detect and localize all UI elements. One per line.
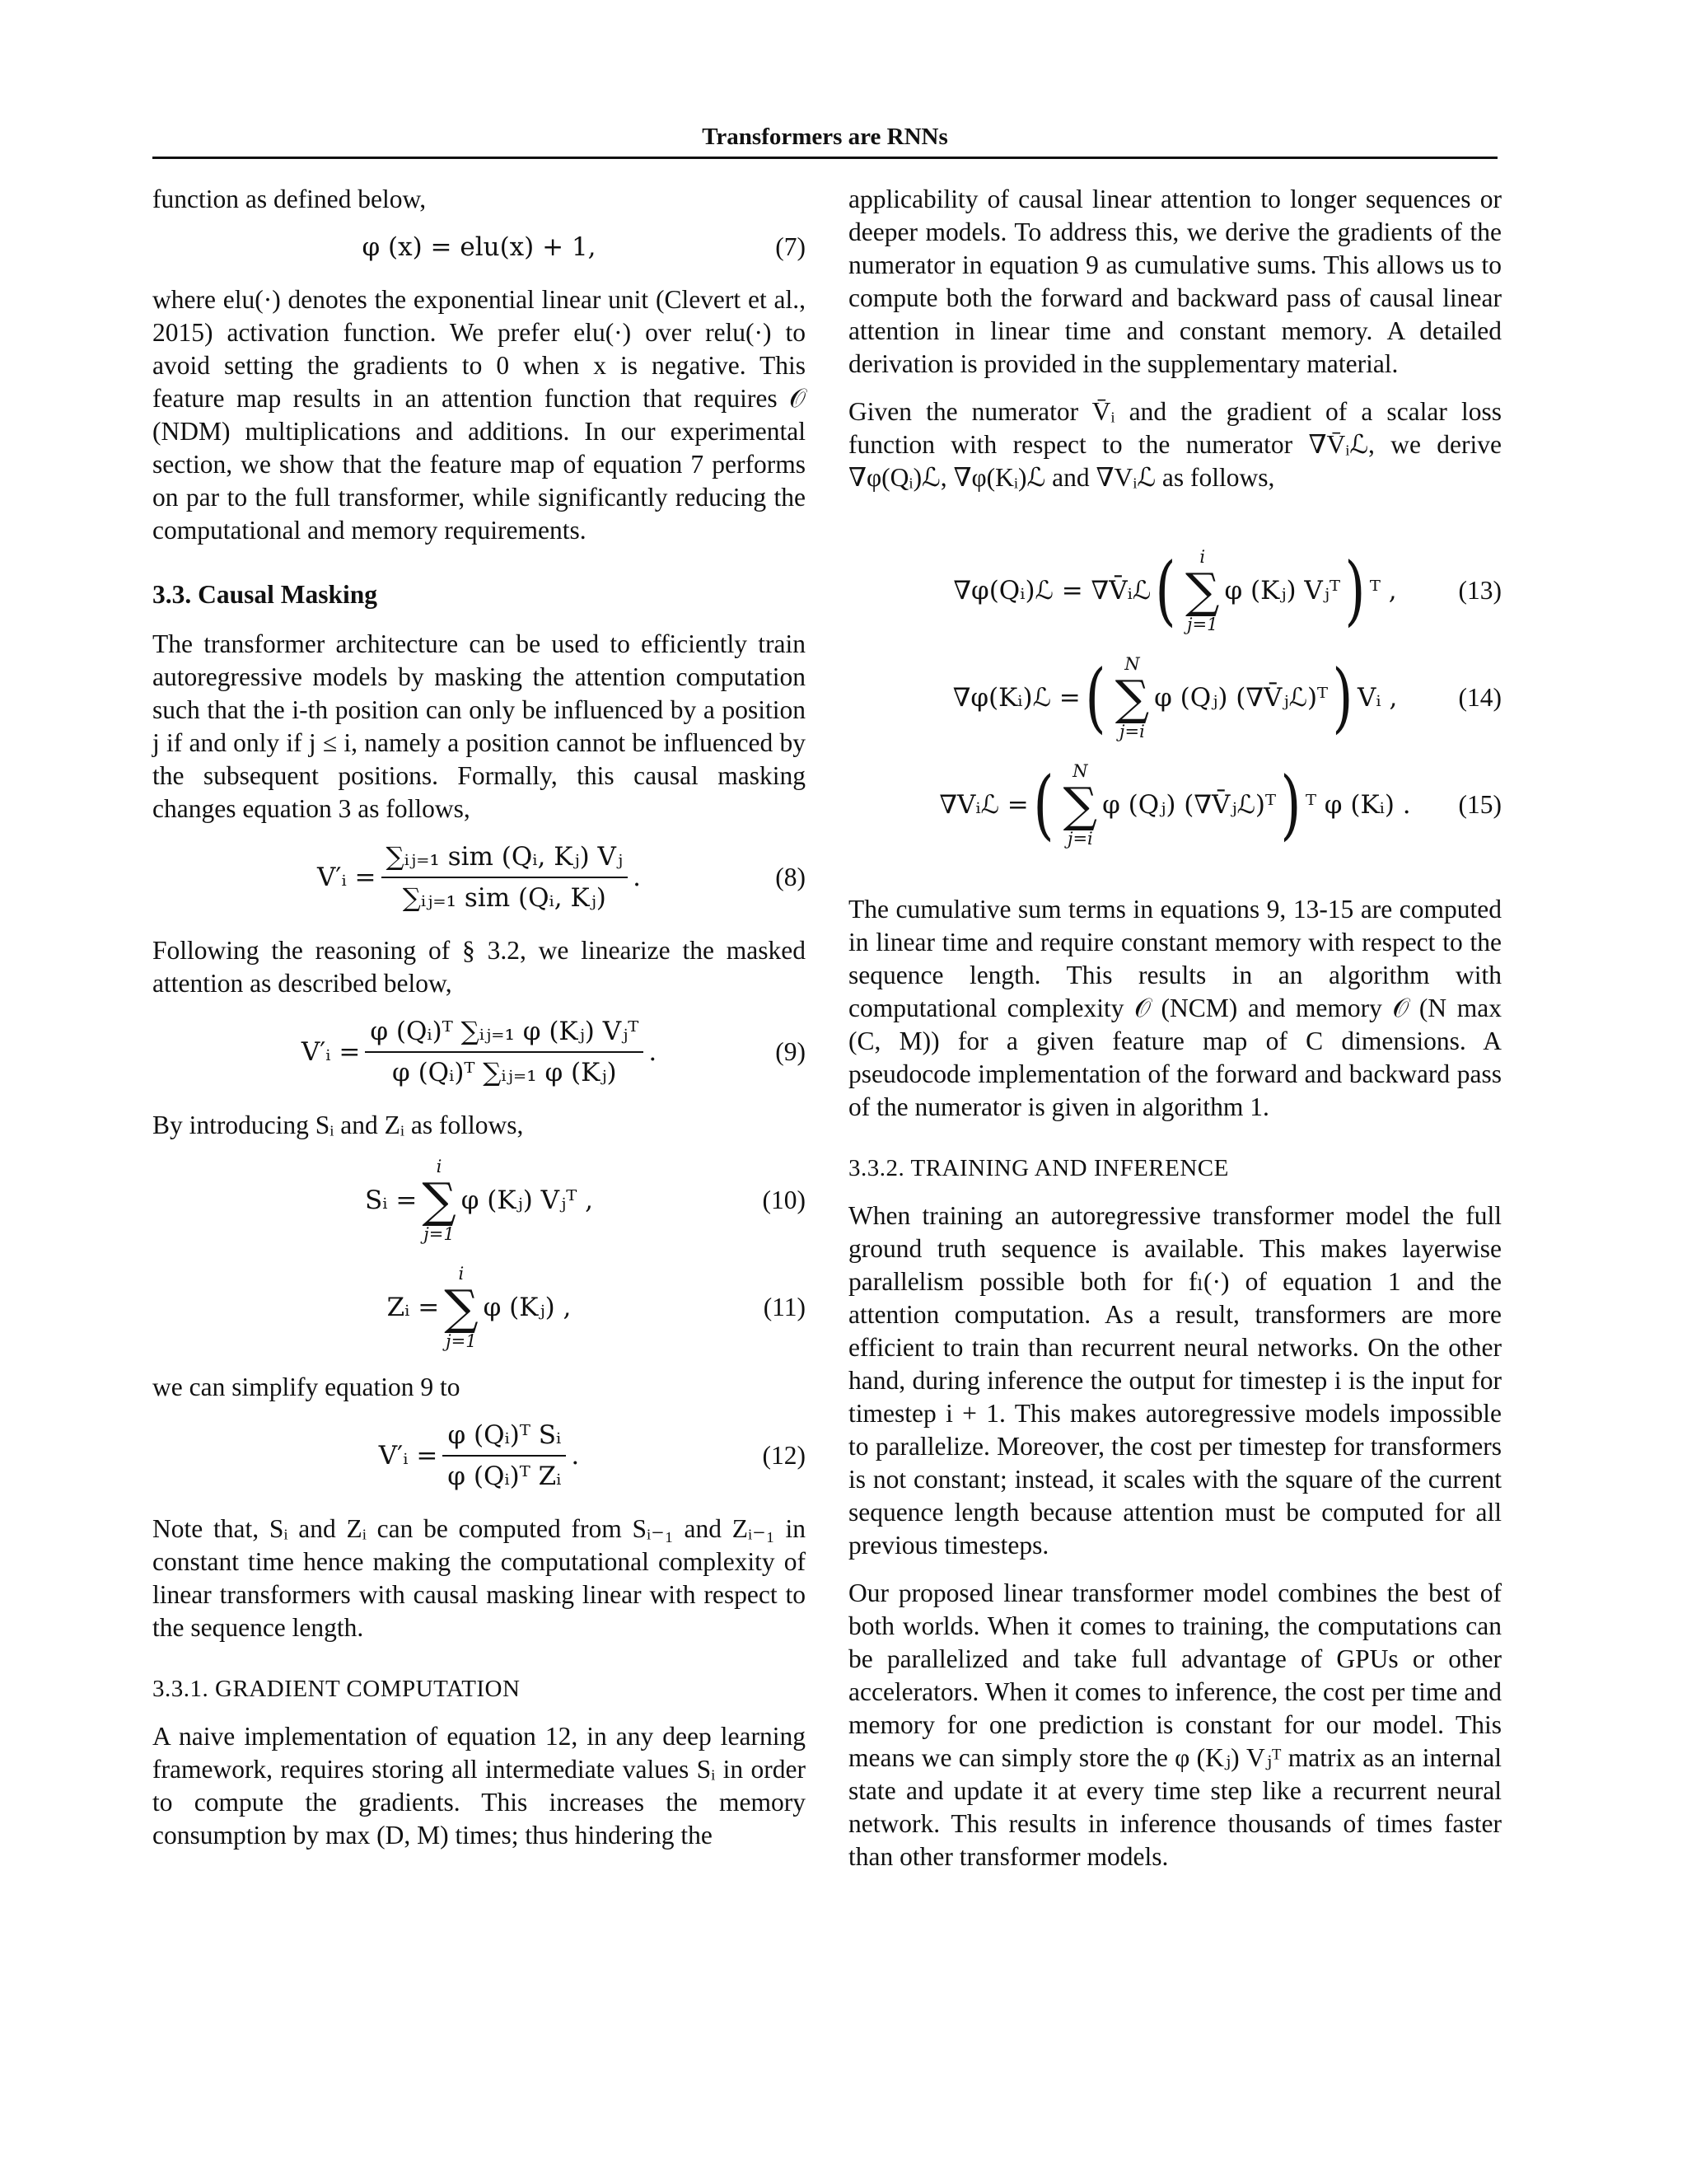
equation-8: V′ᵢ = $\frac{\text{∑ᵢⱼ₌₁ sim (Qᵢ, Kⱼ) Vⱼ}}{\text{∑ᵢⱼ₌₁ sim (Qᵢ, Kⱼ)}}$ . (8) [317,842,806,913]
sum-upper: N [1072,761,1088,781]
summation: N ∑ j=i [1063,761,1098,849]
paragraph: Given the numerator V̄ᵢ and the gradient of a scalar loss function with respect to the numerator ∇V̄ᵢℒ, we derive ∇φ(Qᵢ)ℒ, ∇φ(Kᵢ)ℒ and ∇Vᵢℒ as follows, [848,397,1502,492]
equation-body: φ (x) = elu(x) + 1, [362,232,596,262]
equation-number: (7) [775,232,806,261]
paragraph: Our proposed linear transformer model combines the best of both worlds. When it comes to training, the computations can be parallelized and take full advantage of GPUs or other accelerators. When it comes to inference, the cost per time and memory for one prediction is constant for our model. This means we can simply store the φ (Kⱼ) Vⱼᵀ matrix as an internal state and update it at every time step like a recurrent neural network. This results in inference thousands of times faster than other transformer models. [848,1578,1502,1871]
equation-lhs: ∇φ(Qᵢ)ℒ = ∇V̄ᵢℒ [953,576,1152,606]
equation-9: V′ᵢ = $\frac{\text{φ (Qᵢ)ᵀ ∑ᵢⱼ₌₁ φ (Kⱼ) Vⱼᵀ}}{\text{φ (Qᵢ)ᵀ ∑ᵢⱼ₌₁ φ (Kⱼ)}}$ . (9) [301,1017,806,1087]
left-column [152,183,806,1867]
equation-tail: Vᵢ , [1357,683,1398,713]
sum-lower: j=1 [423,1224,455,1244]
paragraph: we can simplify equation 9 to [152,1373,460,1401]
numerator: φ (Qᵢ)ᵀ Sᵢ [442,1419,566,1457]
equation-15: ∇Vᵢℒ = ( N ∑ j=i φ (Qⱼ) (∇V̄ⱼℒ)ᵀ ) ᵀ φ (Kᵢ) . (15) [939,760,1502,849]
equation-tail: ᵀ , [1369,576,1397,606]
equation-number: (11) [763,1293,806,1321]
equation-lhs: ∇φ(Kᵢ)ℒ = [952,683,1081,713]
paragraph: applicability of causal linear attention to longer sequences or deeper models. To address this, we derive the gradients of the numerator in equation 9 as cumulative sums. This allows us to compute both the forward and backward pass of causal linear attention in linear time and constant memory. A detailed derivation is provided in the supplementary material. [848,185,1502,378]
equation-lhs: V′ᵢ = [301,1037,361,1067]
sum-upper: i [458,1264,465,1284]
summation: i ∑ j=1 [422,1157,456,1244]
running-head: Transformers are RNNs [702,124,948,150]
subsection-heading: 3.3.2. TRAINING AND INFERENCE [848,1155,1229,1181]
paragraph: When training an autoregressive transformer model the full ground truth sequence is available. This makes layerwise parallelism possible both for fₗ(·) of equation 1 and the attention computation. As a result, transformers are more efficient to train than recurrent neural networks. On the other hand, during inference the output for timestep i is the input for timestep i + 1. This makes autoregressive models impossible to parallelize. Moreover, the cost per timestep for transformers is not constant; instead, it scales with the square of the current sequence length because attention must be computed for all previous timesteps. [848,1201,1502,1560]
denominator: ∑ᵢⱼ₌₁ sim (Qᵢ, Kⱼ) [402,883,606,913]
paragraph: The cumulative sum terms in equations 9, 13-15 are computed in linear time and require constant memory with respect to the sequence length. This results in an algorithm with computational complexity 𝒪 (NCM) and memory 𝒪 (N max (C, M)) for a given feature map of C dimensions. A pseudocode implementation of the forward and backward pass of the numerator is given in algorithm 1. [848,895,1502,1121]
denominator: φ (Qᵢ)ᵀ ∑ᵢⱼ₌₁ φ (Kⱼ) [392,1058,617,1087]
sum-lower: j=1 [1187,615,1218,634]
header-rule [152,157,1498,159]
numerator: ∑ᵢⱼ₌₁ sim (Qᵢ, Kⱼ) Vⱼ [381,840,629,878]
equation-11 [152,1264,806,1351]
paragraph: A naive implementation of equation 12, in any deep learning framework, requires storing all intermediate values Sᵢ in order to compute the gradients. This increases the memory consumption by max (D, M) times; thus hindering the [152,1722,806,1850]
sum-lower: j=1 [446,1331,477,1351]
equation-10 [152,1157,806,1244]
numerator: φ (Qᵢ)ᵀ ∑ᵢⱼ₌₁ φ (Kⱼ) Vⱼᵀ [365,1015,643,1053]
equation-12: V′ᵢ = $\frac{\text{φ (Qᵢ)ᵀ Sᵢ}}{\text{φ (Qᵢ)ᵀ Zᵢ}}$ . (12) [378,1420,806,1491]
equation-lhs: Sᵢ = [365,1186,418,1215]
sum-lower: j=i [1119,722,1145,741]
equation-lhs: V′ᵢ = [317,863,376,892]
paragraph: Note that, Sᵢ and Zᵢ can be computed from Sᵢ₋₁ and Zᵢ₋₁ in constant time hence making the computational complexity of linear transformers with causal masking linear with respect to the sequence length. [152,1514,806,1642]
paragraph: Following the reasoning of § 3.2, we linearize the masked attention as described below, [152,936,806,998]
equation-lhs: V′ᵢ = [378,1441,438,1471]
section-heading: 3.3. Causal Masking [152,580,378,609]
paragraph: where elu(·) denotes the exponential linear unit (Clevert et al., 2015) activation function. We prefer elu(·) over relu(·) to avoid setting the gradients to 0 when x is negative. This feature map results in an attention function that requires 𝒪 (NDM) multiplications and additions. In our experimental section, we show that the feature map of equation 7 performs on par to the full transformer, while significantly reducing the computational and memory requirements. [152,285,806,545]
paragraph: By introducing Sᵢ and Zᵢ as follows, [152,1111,524,1139]
equation-number: (12) [762,1441,806,1470]
equation-rhs: φ (Qⱼ) (∇V̄ⱼℒ)ᵀ [1154,683,1329,713]
equation-number: (9) [775,1037,806,1066]
fraction [442,1419,566,1493]
equation-tail: ᵀ φ (Kᵢ) . [1305,790,1411,820]
equation-number: (13) [1458,576,1502,605]
equation-lhs: Zᵢ = [386,1293,440,1322]
equation-rhs: φ (Kⱼ) , [483,1293,572,1322]
equation-7 [152,231,806,264]
subsection-heading: 3.3.1. GRADIENT COMPUTATION [152,1676,521,1702]
summation: i ∑ j=1 [444,1264,479,1351]
equation-number: (8) [775,863,806,891]
paragraph: function as defined below, [152,185,427,213]
fraction [381,840,629,914]
sum-upper: N [1124,654,1140,674]
paragraph: The transformer architecture can be used to efficiently train autoregressive models by masking the attention computation such that the i-th position can only be influenced by a position j if and only if j ≤ i, namely a position cannot be influenced by the subsequent positions. Formally, this causal masking changes equation 3 as follows, [152,629,806,823]
equation-rhs: φ (Kⱼ) Vⱼᵀ [1224,576,1340,606]
denominator: φ (Qᵢ)ᵀ Zᵢ [447,1461,562,1491]
summation: i ∑ j=1 [1185,547,1220,634]
equation-14: ∇φ(Kᵢ)ℒ = ( N ∑ j=i φ (Qⱼ) (∇V̄ⱼℒ)ᵀ ) Vᵢ , (14) [952,653,1502,741]
sum-upper: i [1199,547,1206,567]
equation-number: (15) [1458,790,1502,819]
equation-number: (14) [1458,683,1502,712]
summation: N ∑ j=i [1115,654,1150,741]
equation-13: ∇φ(Qᵢ)ℒ = ∇V̄ᵢℒ ( i ∑ j=1 φ (Kⱼ) Vⱼᵀ ) ᵀ , (13) [953,546,1502,634]
equation-rhs: φ (Qⱼ) (∇V̄ⱼℒ)ᵀ [1102,790,1277,820]
equation-rhs: φ (Kⱼ) Vⱼᵀ , [460,1186,593,1215]
fraction [365,1015,643,1089]
equation-lhs: ∇Vᵢℒ = [939,790,1029,820]
sum-lower: j=i [1067,829,1093,849]
equation-number: (10) [762,1186,806,1214]
sum-upper: i [436,1157,442,1176]
right-column [848,183,1502,1888]
